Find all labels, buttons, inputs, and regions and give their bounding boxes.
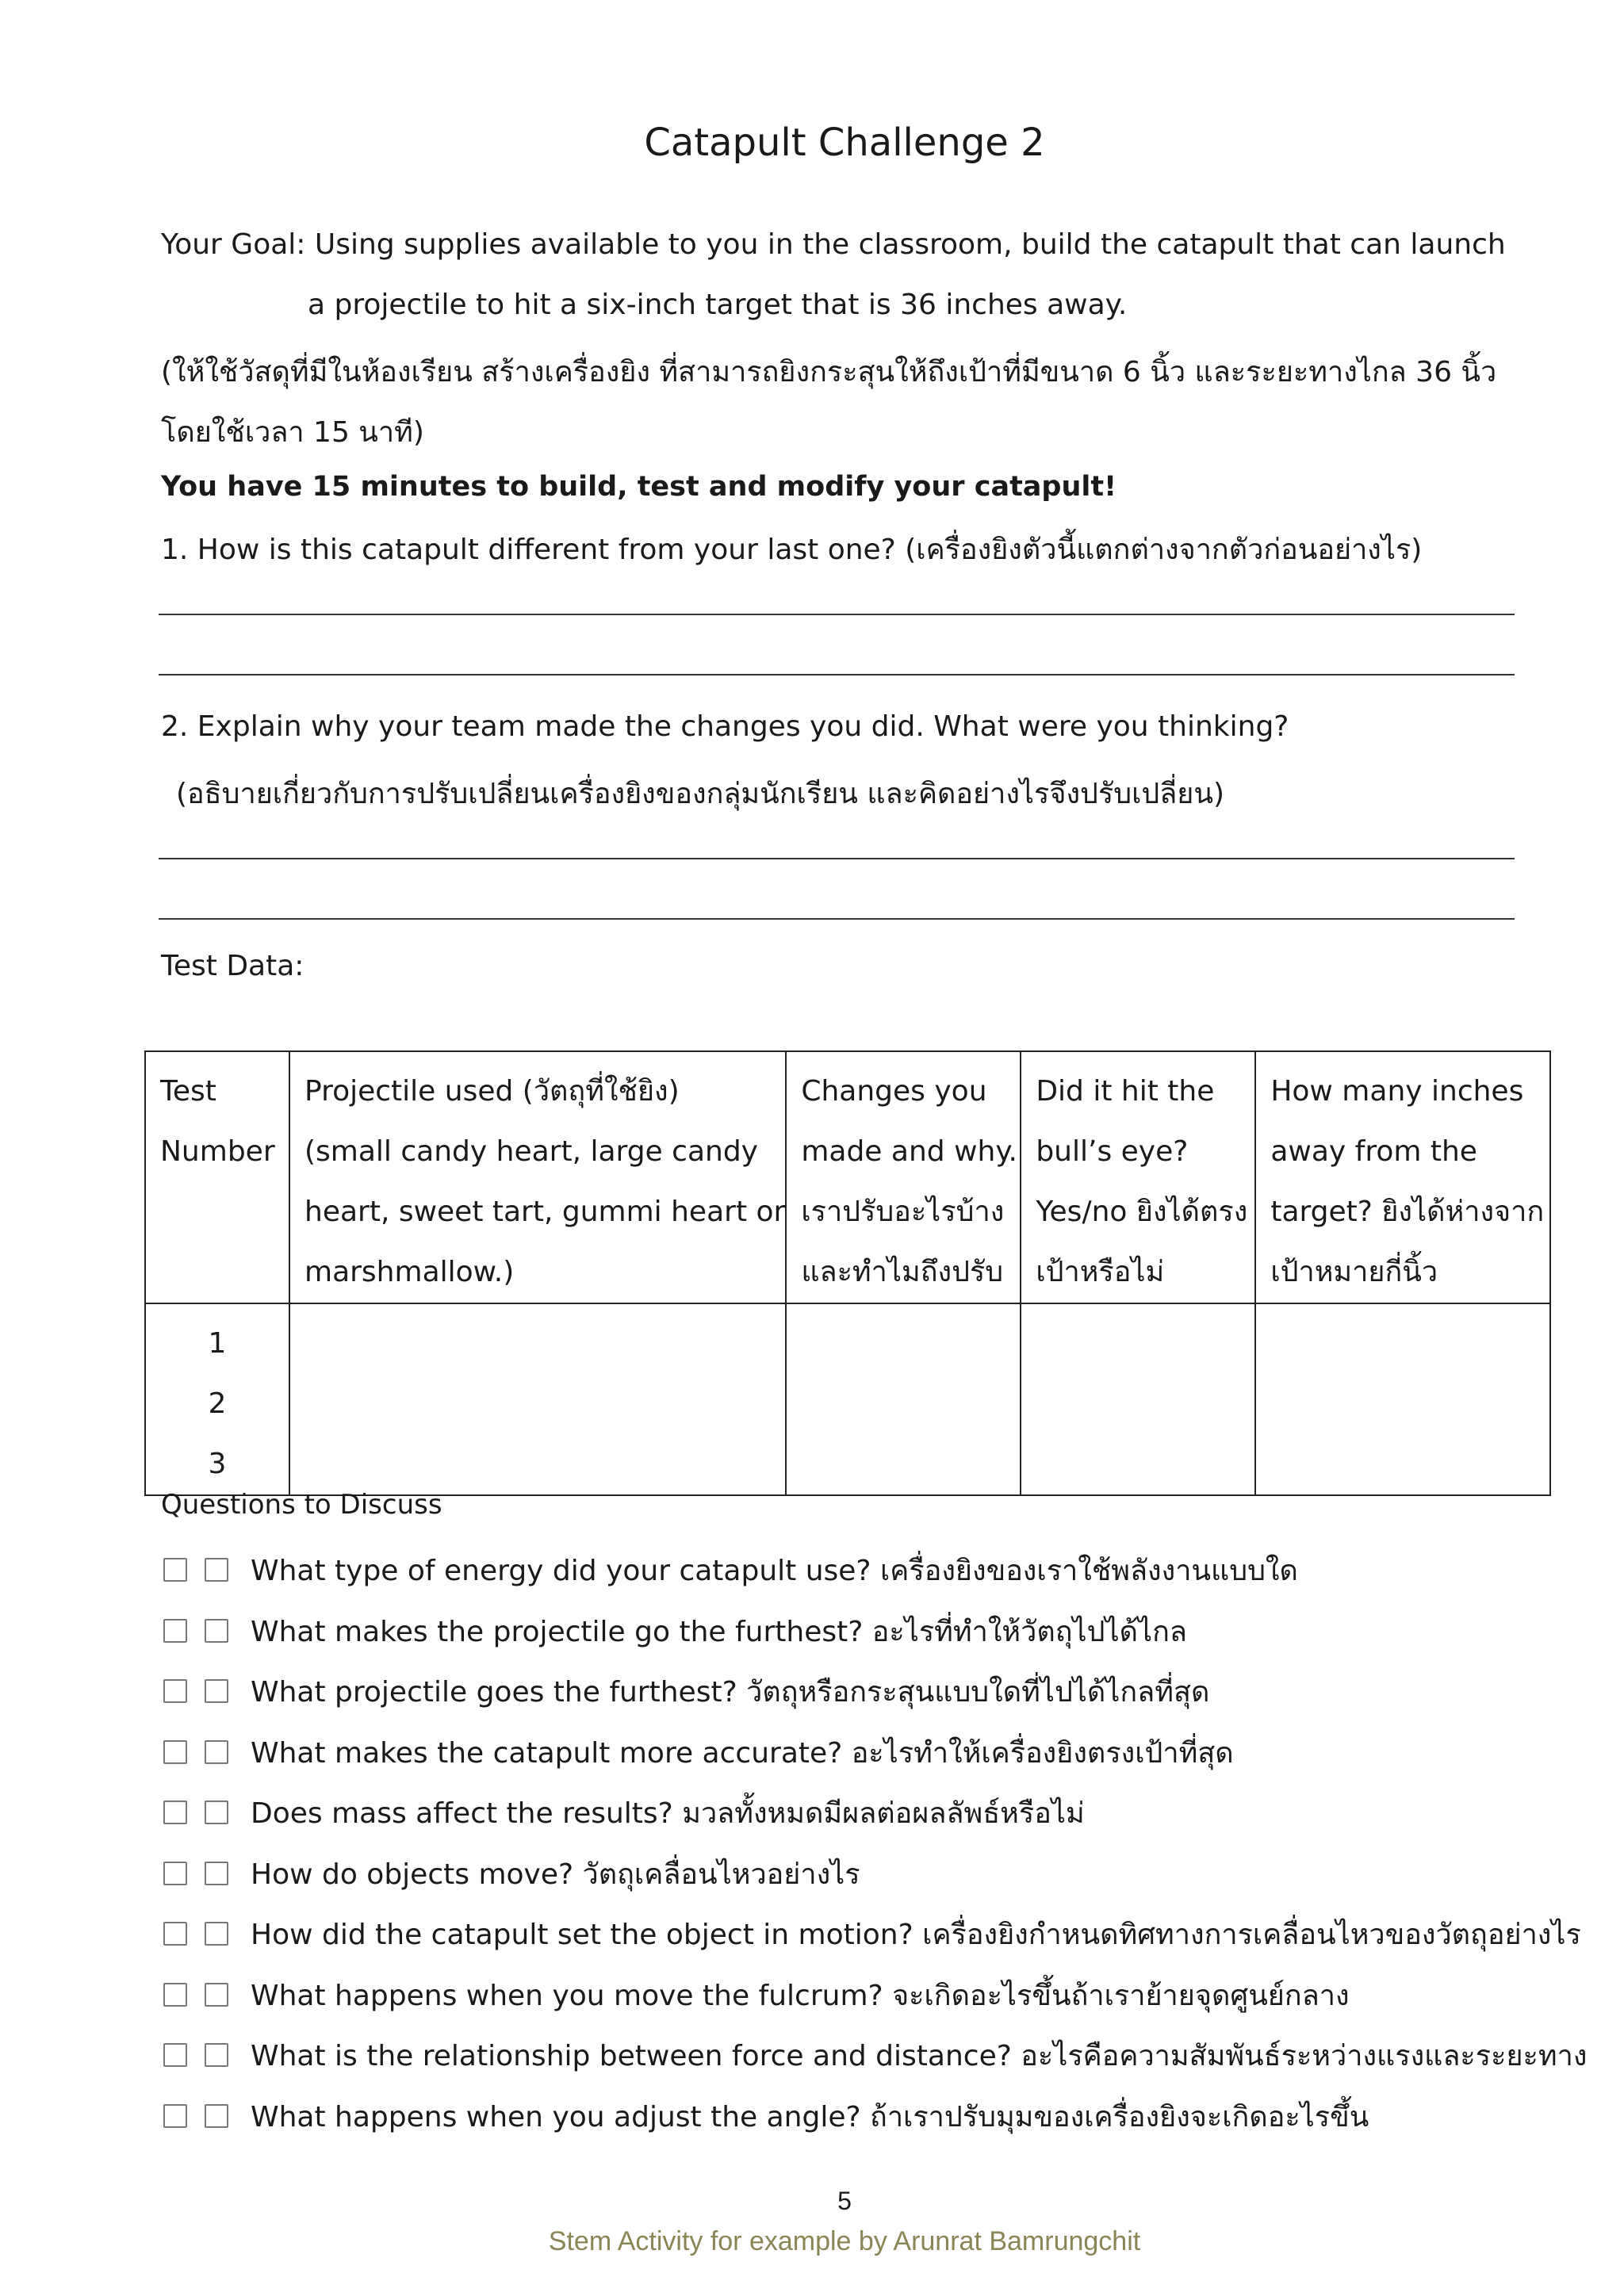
answer-line-1a xyxy=(159,614,1515,615)
page-number: 5 xyxy=(837,2187,852,2215)
checkbox[interactable] xyxy=(163,2043,187,2067)
checkbox[interactable] xyxy=(205,1619,228,1643)
projectile-cell[interactable] xyxy=(289,1303,786,1495)
discuss-question-text: What happens when you adjust the angle? ถ้าเราปรับมุมของเครื่องยิงจะเกิดอะไรขึ้น xyxy=(251,2100,1369,2133)
checkbox[interactable] xyxy=(205,1740,228,1764)
goal-text-1: Using supplies available to you in the classroom, build the catapult that can launch xyxy=(314,228,1506,261)
question-2-line-2: (อธิบายเกี่ยวกับการปรับเปลี่ยนเครื่องยิงของกลุ่มนักเรียน และคิดอย่างไรจึงปรับเปลี่ยน) xyxy=(176,778,1225,810)
header-changes: Changes you made and why. เราปรับอะไรบ้าง และทำไมถึงปรับ xyxy=(786,1051,1021,1303)
discuss-question-text: What projectile goes the furthest? วัตถุหรือกระสุนแบบใดที่ไปได้ไกลที่สุด xyxy=(251,1676,1210,1709)
header-projectile: Projectile used (วัตถุที่ใช้ยิง) (small candy heart, large candy heart, sweet tart, gummi heart or marshmallow.) xyxy=(289,1051,786,1303)
test-number: 1 xyxy=(208,1327,227,1360)
checkbox[interactable] xyxy=(205,1558,228,1582)
discuss-question-text: Does mass affect the results? มวลทั้งหมดมีผลต่อผลลัพธ์หรือไม่ xyxy=(251,1797,1085,1830)
discuss-question xyxy=(163,1790,1085,1835)
discuss-question xyxy=(163,1609,1187,1654)
answer-line-2a xyxy=(159,858,1515,859)
checkbox[interactable] xyxy=(205,1983,228,2007)
checkbox[interactable] xyxy=(163,1679,187,1703)
answer-line-1b xyxy=(159,674,1515,675)
goal-thai-2: โดยใช้เวลา 15 นาที) xyxy=(161,416,424,449)
checkbox[interactable] xyxy=(163,2104,187,2128)
header-test-number: Test Number xyxy=(145,1051,289,1303)
checkbox[interactable] xyxy=(163,1558,187,1582)
time-note: You have 15 minutes to build, test and modify your catapult! xyxy=(161,471,1117,503)
changes-cell[interactable] xyxy=(786,1303,1021,1495)
goal-line-2: a projectile to hit a six-inch target that is 36 inches away. xyxy=(308,289,1128,321)
answer-line-2b xyxy=(159,918,1515,920)
checkbox[interactable] xyxy=(205,1679,228,1703)
table-header-row xyxy=(145,1051,1550,1303)
discuss-question-text: How do objects move? วัตถุเคลื่อนไหวอย่างไร xyxy=(251,1858,860,1891)
checkbox[interactable] xyxy=(163,1983,187,2007)
question-1: 1. How is this catapult different from your last one? (เครื่องยิงตัวนี้แตกต่างจากตัวก่อนอย่างไร) xyxy=(161,534,1423,566)
discuss-question xyxy=(163,1730,1234,1775)
checkbox[interactable] xyxy=(163,1740,187,1764)
test-number: 2 xyxy=(208,1387,227,1420)
table-data-row xyxy=(145,1303,1550,1495)
checkbox[interactable] xyxy=(163,1862,187,1885)
checkbox[interactable] xyxy=(163,1619,187,1643)
footer-credit: Stem Activity for example by Arunrat Bamrungchit xyxy=(548,2226,1141,2256)
discuss-question xyxy=(163,1669,1209,1714)
header-bulls-eye: Did it hit the bull’s eye? Yes/no ยิงได้ตรง เป้าหรือไม่ xyxy=(1021,1051,1255,1303)
inches-away-cell[interactable] xyxy=(1255,1303,1550,1495)
checkbox[interactable] xyxy=(205,1862,228,1885)
discuss-question xyxy=(163,2094,1369,2139)
discuss-question xyxy=(163,1851,860,1896)
discuss-question-text: What happens when you move the fulcrum? จะเกิดอะไรขึ้นถ้าเราย้ายจุดศูนย์กลาง xyxy=(251,1979,1350,2012)
discuss-question-text: What makes the catapult more accurate? อะไรทำให้เครื่องยิงตรงเป้าที่สุด xyxy=(251,1736,1234,1770)
test-number: 3 xyxy=(208,1448,227,1480)
bulls-eye-cell[interactable] xyxy=(1021,1303,1255,1495)
checkbox[interactable] xyxy=(205,1800,228,1824)
header-inches-away: How many inches away from the target? ยิงได้ห่างจาก เป้าหมายกี่นิ้ว xyxy=(1255,1051,1550,1303)
goal-label: Your Goal: xyxy=(161,228,306,261)
checkbox[interactable] xyxy=(205,2043,228,2067)
page-title: Catapult Challenge 2 xyxy=(644,121,1045,165)
checkbox[interactable] xyxy=(205,1922,228,1946)
discuss-question xyxy=(163,1973,1350,2018)
goal-thai-1: (ให้ใช้วัสดุที่มีในห้องเรียน สร้างเครื่องยิง ที่สามารถยิงกระสุนให้ถึงเป้าที่มีขนาด 6 นิ้ว และระยะทางไกล 36 นิ้ว xyxy=(161,356,1497,388)
test-data-table xyxy=(144,1050,1551,1496)
discuss-question-text: How did the catapult set the object in motion? เครื่องยิงกำหนดทิศทางการเคลื่อนไหวของวัตถุอย่างไร xyxy=(251,1919,1581,1951)
test-number-cell xyxy=(145,1303,289,1495)
checkbox[interactable] xyxy=(163,1922,187,1946)
test-data-label: Test Data: xyxy=(161,950,304,982)
discuss-heading: Questions to Discuss xyxy=(161,1489,442,1521)
goal-line-1 xyxy=(161,228,1506,261)
checkbox[interactable] xyxy=(205,2104,228,2128)
discuss-question-text: What is the relationship between force and distance? อะไรคือความสัมพันธ์ระหว่างแรงและระยะทาง xyxy=(251,2040,1588,2072)
discuss-question xyxy=(163,2033,1587,2078)
discuss-question xyxy=(163,1548,1298,1593)
checkbox[interactable] xyxy=(163,1800,187,1824)
discuss-question xyxy=(163,1911,1581,1957)
question-2-line-1: 2. Explain why your team made the changes you did. What were you thinking? xyxy=(161,710,1289,743)
discuss-question-text: What makes the projectile go the furthest? อะไรที่ทำให้วัตถุไปได้ไกล xyxy=(251,1615,1187,1648)
discuss-question-text: What type of energy did your catapult use? เครื่องยิงของเราใช้พลังงานแบบใด xyxy=(251,1555,1298,1587)
